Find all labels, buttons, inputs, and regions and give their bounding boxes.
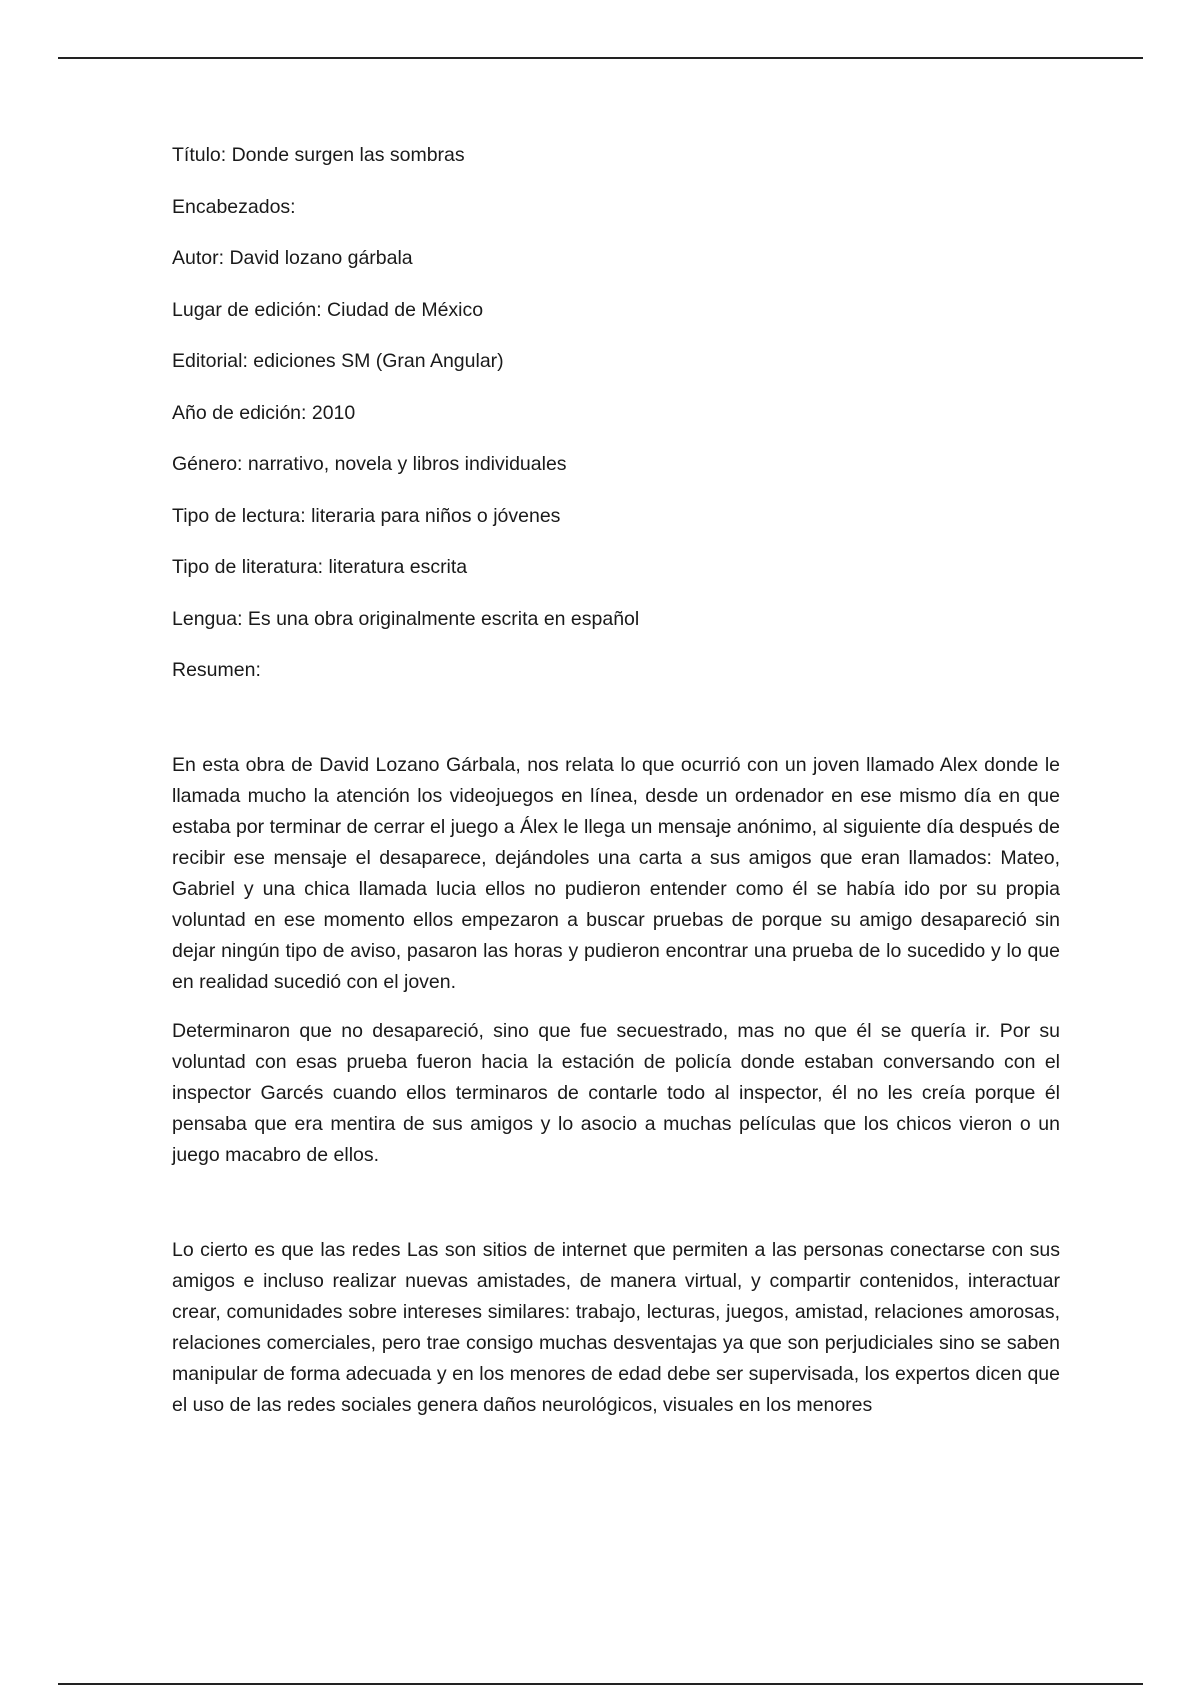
title-line: Título: Donde surgen las sombras <box>172 144 465 166</box>
summary-paragraph-3: Lo cierto es que las redes Las son sitios de internet que permiten a las personas conectarse con sus amigos e incluso realizar nuevas amistades, de manera virtual, y compartir contenidos, interactuar crear, comunidades sobre intereses similares: trabajo, lecturas, juegos, amistad, relaciones amorosas, relaciones comerciales, pero trae consigo muchas desventajas ya que son perjudiciales sino se saben manipular de forma adecuada y en los menores de edad debe ser supervisada, los expertos dicen que el uso de las redes sociales genera daños neurológicos, visuales en los menores <box>172 1239 1060 1416</box>
publication-place-line: Lugar de edición: Ciudad de México <box>172 298 484 321</box>
literature-type-line: Tipo de literatura: literatura escrita <box>172 556 468 578</box>
footer-rule <box>58 1683 1143 1685</box>
reading-type-line: Tipo de lectura: literaria para niños o jóvenes <box>172 504 561 527</box>
summary-paragraph-1: En esta obra de David Lozano Gárbala, nos relata lo que ocurrió con un joven llamado Alex donde le llamada mucho la atención los videojuegos en línea, desde un ordenador en ese mismo día en que estaba por terminar de cerrar el juego a Álex le llega un mensaje anónimo, al siguiente día después de recibir ese mensaje el desaparece, dejándoles una carta a sus amigos que eran llamados: Mateo, Gabriel y una chica llamada lucia ellos no pudieron entender como él se había ido por su propia voluntad en ese momento ellos empezaron a buscar pruebas de porque su amigo desapareció sin dejar ningún tipo de aviso, pasaron las horas y pudieron encontrar una prueba de lo sucedido y lo que en realidad sucedió con el joven. <box>172 754 1060 993</box>
summary-paragraph-2: Determinaron que no desapareció, sino que fue secuestrado, mas no que él se quería ir. Por su voluntad con esas prueba fueron hacia la estación de policía donde estaban conversando con el inspector Garcés cuando ellos terminaros de contarle todo al inspector, él no les creía porque él pensaba que era mentira de sus amigos y lo asocio a muchas películas que los chicos vieron o un juego macabro de ellos. <box>172 1020 1060 1166</box>
spacer <box>172 998 1060 1016</box>
headings-line: Encabezados: <box>172 195 296 218</box>
publication-year-line: Año de edición: 2010 <box>172 401 356 424</box>
genre-line: Género: narrativo, novela y libros individuales <box>172 453 567 475</box>
author-line: Autor: David lozano gárbala <box>172 247 413 269</box>
language-line: Lengua: Es una obra originalmente escrita en español <box>172 607 640 630</box>
document-body <box>172 140 1060 1421</box>
spacer <box>172 1171 1060 1235</box>
spacer <box>172 686 1060 750</box>
summary-heading: Resumen: <box>172 659 261 681</box>
header-rule <box>58 57 1143 59</box>
publisher-line: Editorial: ediciones SM (Gran Angular) <box>172 350 504 372</box>
